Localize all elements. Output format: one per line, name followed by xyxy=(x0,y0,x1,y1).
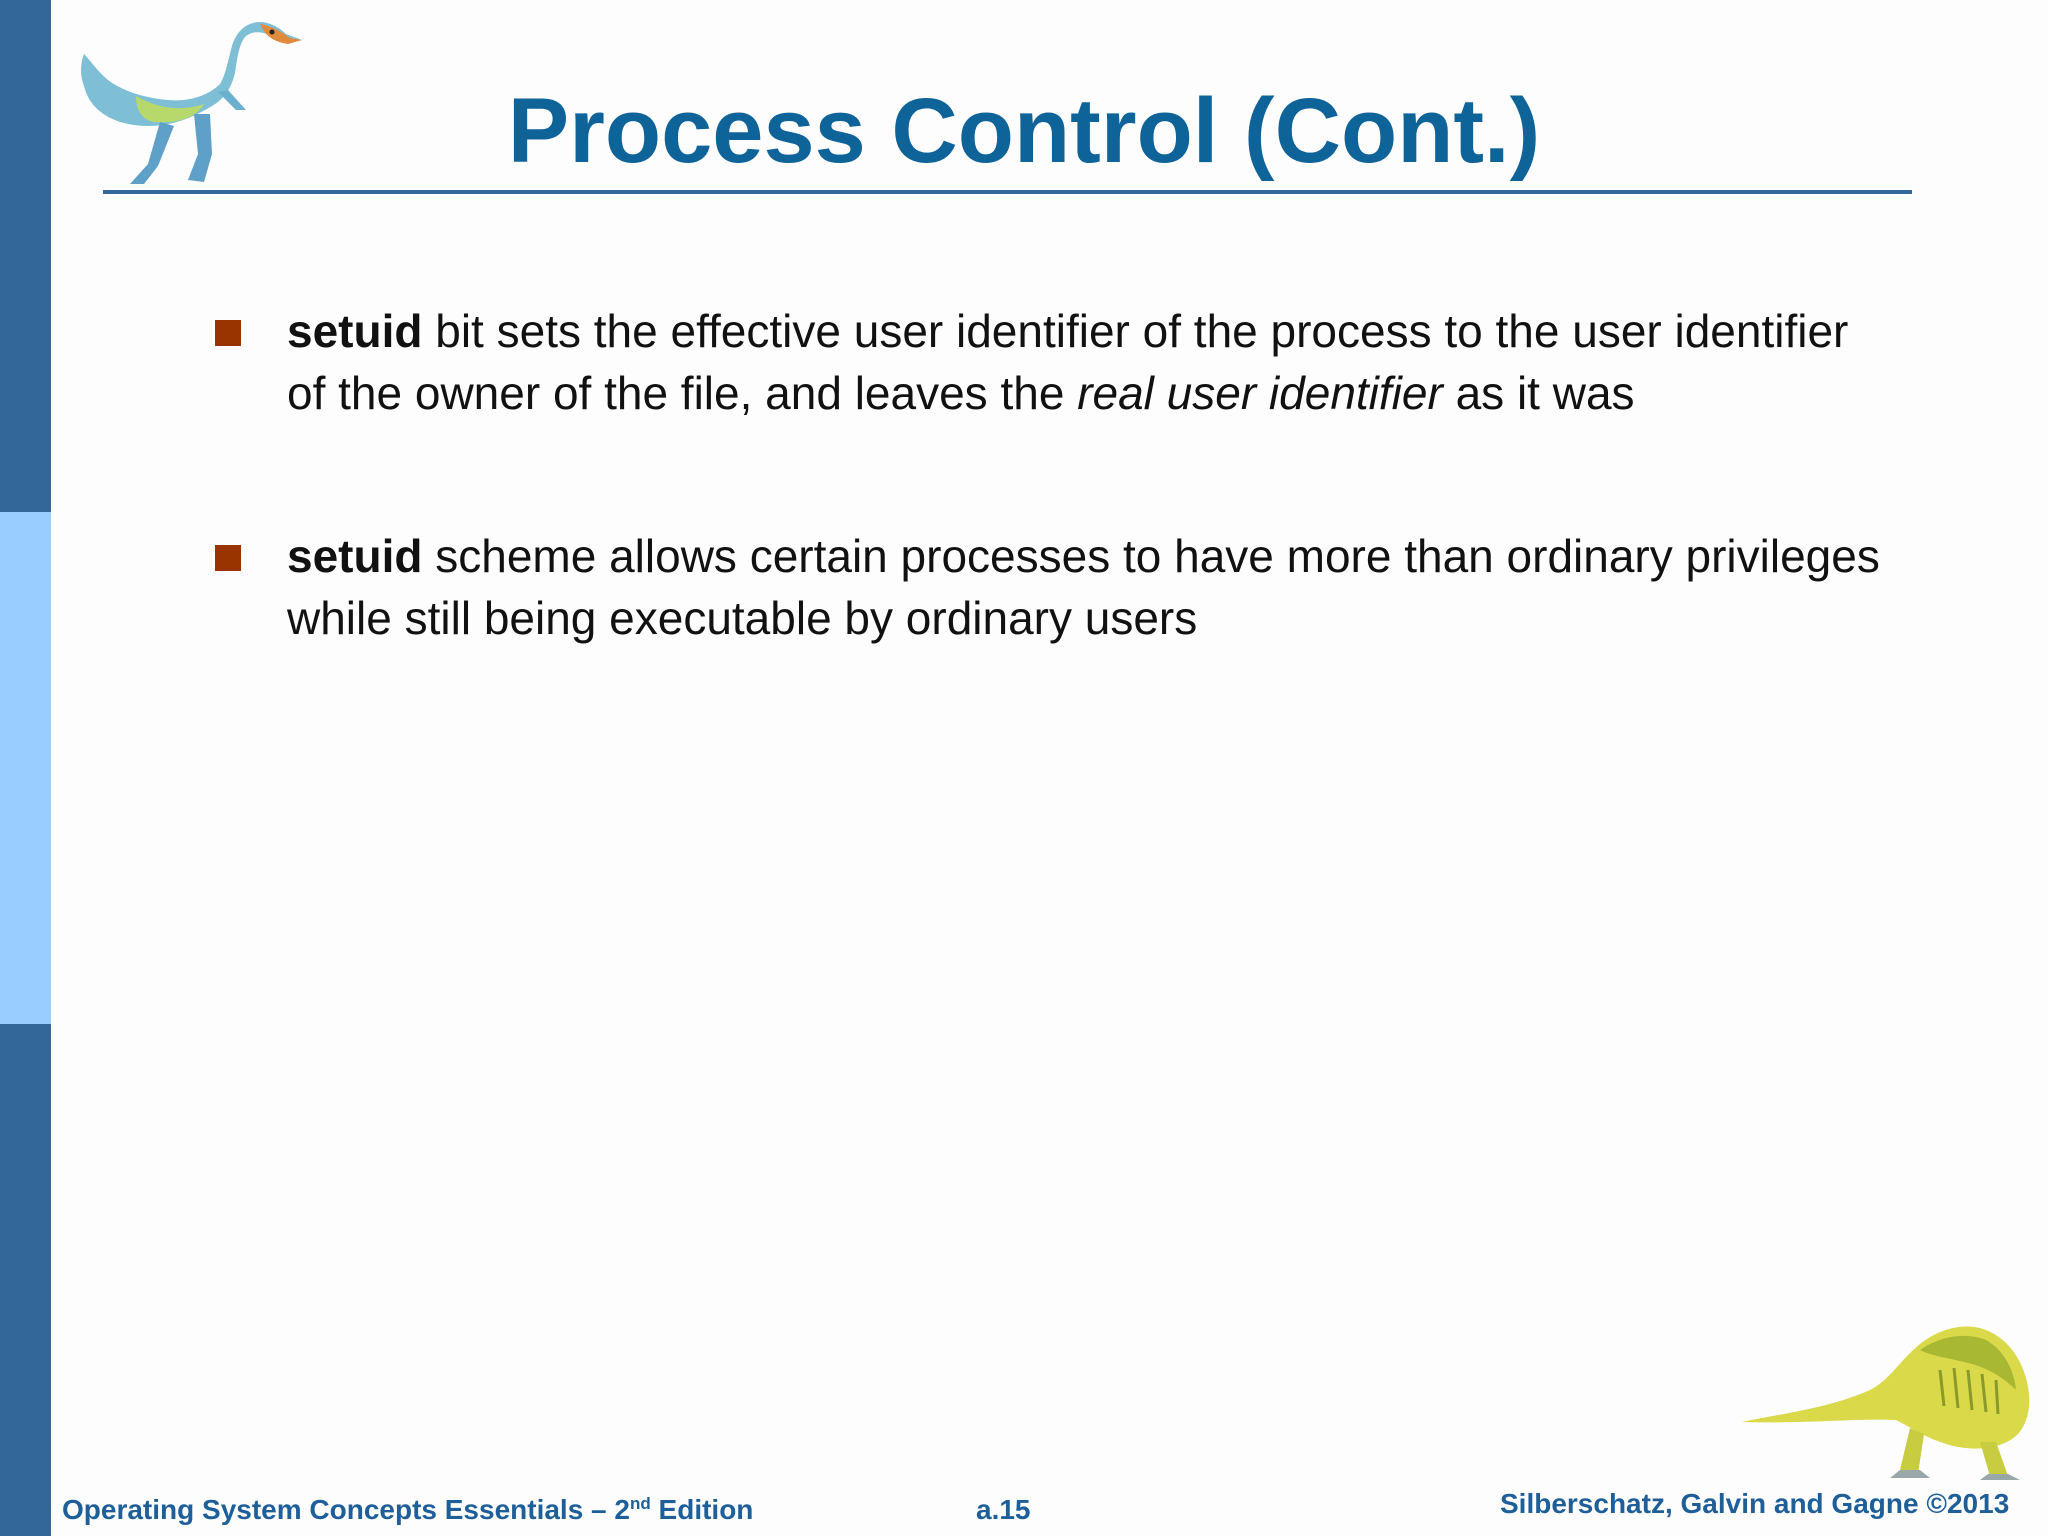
dinosaur-logo-bottom xyxy=(1740,1310,2040,1482)
sidebar-bottom-stripe xyxy=(0,1024,51,1536)
bullet-keyword: setuid xyxy=(287,305,423,357)
page-number: a.15 xyxy=(976,1494,1031,1525)
footer-edition-word: Edition xyxy=(650,1494,754,1525)
bullet-list xyxy=(213,300,1893,649)
bullet-text: bit sets the effective user identifier of the process to the user identifier of the owner of the file, and leaves the xyxy=(287,305,1849,419)
bullet-marker xyxy=(215,545,241,571)
footer-title-text: Operating System Concepts Essentials – 2 xyxy=(62,1494,630,1525)
bullet-item xyxy=(213,525,1893,649)
page-title: Process Control (Cont.) xyxy=(507,80,1541,182)
bullet-emphasis: real user identifier xyxy=(1077,367,1443,419)
bullet-text-end: as it was xyxy=(1442,367,1635,419)
bullet-text: scheme allows certain processes to have more than ordinary privileges while still being executable by ordinary users xyxy=(287,530,1880,644)
bullet-keyword: setuid xyxy=(287,530,423,582)
bullet-marker xyxy=(215,320,241,346)
sidebar-middle-stripe xyxy=(0,512,51,1024)
title-underline xyxy=(103,190,1912,194)
bullet-item xyxy=(213,300,1893,424)
footer-copyright: Silberschatz, Galvin and Gagne ©2013 xyxy=(1500,1488,2010,1519)
footer-book-title xyxy=(62,1494,753,1526)
footer-edition-suffix: nd xyxy=(629,1494,651,1513)
